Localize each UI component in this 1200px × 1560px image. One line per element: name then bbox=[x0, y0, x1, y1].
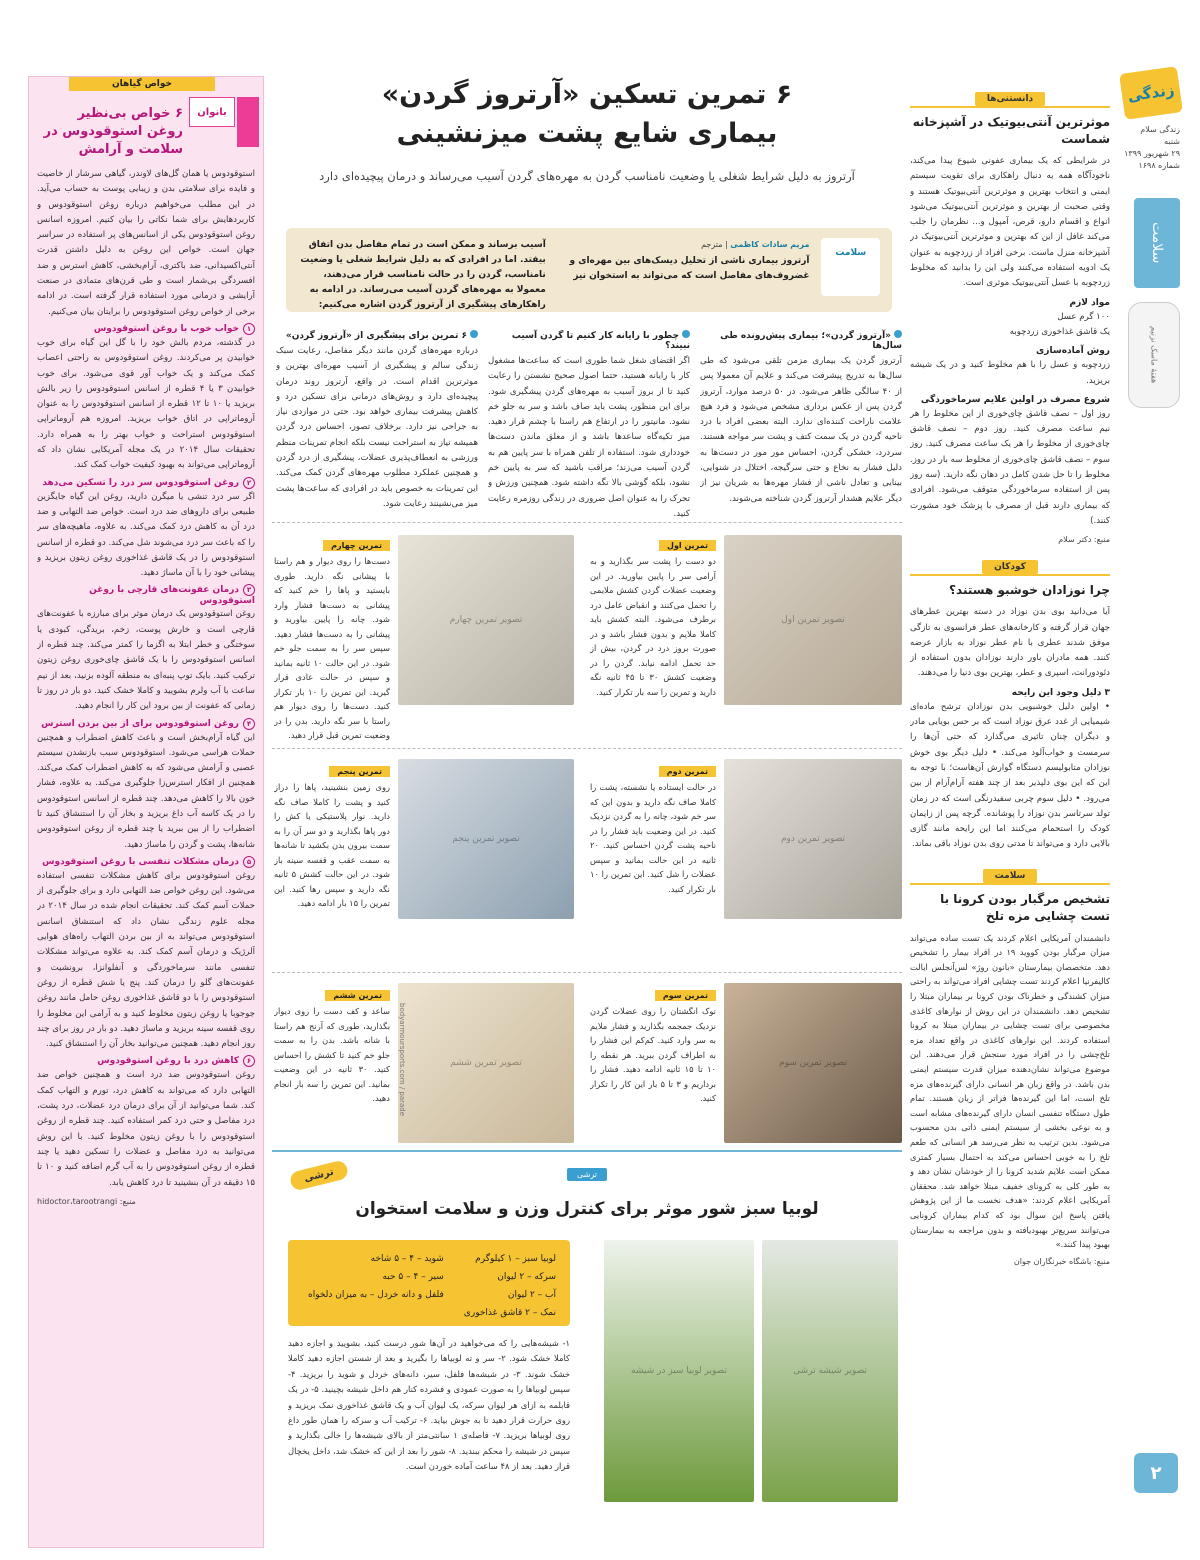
pickle-photo: تصویر شیشه ترشی bbox=[762, 1240, 898, 1502]
intro-text: آرتروز بیماری ناشی از تحلیل دیسک‌های بین مهره‌ای و غضروف‌های مفاصل است که می‌تواند به استخوان نیز bbox=[569, 256, 810, 281]
ingredient-item: سرکه – ۲ لیوان bbox=[497, 1272, 556, 1282]
ingredients-box bbox=[288, 1240, 570, 1326]
byline: مریم سادات کاظمی | مترجم bbox=[701, 240, 810, 249]
lead-paragraph: آرتروز به دلیل شرایط شغلی یا وضعیت نامناسب گردن به مهره‌های گردن آسیب می‌رساند و درمان پیچیده‌ای دارد bbox=[319, 169, 855, 183]
recipe-body: ۱- شیشه‌هایی را که می‌خواهید در آن‌ها شور درست کنید، بشویید و اجازه دهید کاملا خشک شود. ۲- سر و ته لوبیاها را بگیرید و بعد از شستن اجازه دهید کاملا خشک شوند. ۳- در شیشه‌ها فلفل، سیر، دانه‌های خردل و شوید را بریزید. ۴- سپس لوبیاها را به صورت عمودی و فشرده کنار هم داخل شیشه بچینید. ۵- در یک قابلمه به ازای هر لیوان سرکه، یک لیوان آب و یک قاشق غذاخوری نمک بریزید و روی حرارت قرار دهید تا به جوش بیاید. ۶- ترکیب آب و سرکه را همان طور داغ روی لوبیاها بریزید. ۷- فاصله‌ی ۱ سانتی‌متر از بالای شیشه‌ها را خالی بگذارید و سپس در شیشه را محکم ببندید. ۸- شور را بعد از این که خشک شد، داخل یخچال قرار دهید. بعد از ۴۸ ساعت آماده خوردن است. bbox=[288, 1338, 570, 1472]
section-header bbox=[910, 863, 1110, 885]
exercise-text bbox=[274, 533, 390, 746]
author-name: مریم سادات کاظمی bbox=[730, 240, 810, 249]
ingredient-item: ۱۰۰ گرم عسل bbox=[1057, 311, 1110, 322]
ingredients-list bbox=[464, 1250, 556, 1316]
column-body: درباره مهره‌های گردن مانند دیگر مفاصل، رعایت سبک زندگی سالم و پیشگیری از آسیب مهره‌ای بهترین و موثرترین اقدام است. در واقع، آرتروز روند درمان پیچیده‌ای دارد و روش‌های درمانی برای تسکین درد و کاهش پیشرفت بیماری خواهد بود. حتی در مواردی نیاز به جراحی نیز دارد. برخلاف تصور، احساس درد گردن همیشه نیاز به استراحت نیست بلکه انجام تمرینات منظم ورزشی به انعطاف‌پذیری عضلات، پیشگیری از درد گردن و همچنین عملکرد مطلوب مهره‌های گردن کمک می‌کند. این تمرینات به خصوص باید در افرادی که ساعت‌ها پشت میز می‌نشینند رعایت شود. bbox=[276, 346, 478, 509]
pickle-photo: تصویر لوبیا سبز در شیشه bbox=[604, 1240, 754, 1502]
subheading: ۵درمان مشکلات تنفسی با روغن استوقودوس bbox=[37, 856, 255, 868]
article-body: در گذشته، مردم بالش خود را با گل این گیاه برای خوب خوابیدن پر می‌کردند. روغن استوقودوس به راحتی اعصاب کمک می‌کند و یک خواب آور قوی می‌شود. برای خوب خوابیدن ۳ یا ۴ قطره از اسانس استوقودوس را زیر بالش بریزید یا ۱۰ تا ۱۲ قطره از اسانس استوقودوس را به عنوان آروماتراپی در اتاق خواب بریزید. امروزه هم آروماتراپی استوقودوس استراحت و خواب بهتر را به همراه دارد. تحقیقات سال ۲۰۱۴ در یک مجله آمریکایی نشان داد که آروماتراپی می‌تواند به بهبود کیفیت خواب کمک کند. bbox=[37, 337, 255, 471]
ingredient-item: لوبیا سبز – ۱ کیلوگرم bbox=[475, 1254, 556, 1264]
article-title: چرا نوزادان خوشبو هستند؟ bbox=[949, 583, 1110, 598]
subheading: ۱خواب خوب با روغن استوقودوس bbox=[37, 323, 255, 335]
subheading: شروع مصرف در اولین علایم سرماخوردگی bbox=[920, 394, 1110, 405]
intro-box bbox=[286, 228, 892, 312]
woman-icon bbox=[237, 97, 259, 147]
section-name: زندگی سلام bbox=[1140, 125, 1180, 134]
author-role: مترجم bbox=[701, 240, 723, 249]
article-body: روغن استوقودوس برای کاهش مشکلات تنفسی استفاده می‌شود. این روغن خواص ضد التهابی دارد و برای جلوگیری از حملات آسم کمک کند. تحقیقات انجام شده در سال ۲۰۱۴ در مجله علوم زندگی نشان داد که استنشاق اسانس استوقودوس می‌تواند به از بین بردن التهاب راه‌های هوایی آلرژیک و درمان آسم کمک کند. به علاوه می‌تواند مشکلات تنفسی مانند سرماخوردگی و آنفلوانزا، برونشیت و عفونت‌های گلو را درمان کند. پنج یا شش قطره از روغن استوقودوس را با دو قاشق غذاخوری روغن حامل مانند روغن جوجوبا یا روغن زیتون مخلوط کنید و به آرامی این مخلوط را روی قفسه سینه بریزید و ماساژ دهید. دو بار در روز برای چند روز انجام دهید. همچنین می‌توانید بخار آن را استنشاق کنید. bbox=[37, 870, 255, 1050]
exercise-label: تمرین اول bbox=[659, 540, 716, 551]
issue-number: شماره ۱۶۹۸ bbox=[1138, 161, 1180, 170]
ingredient-item: شوید – ۴ – ۵ شاخه bbox=[370, 1254, 444, 1264]
article-title: تشخیص مرگبار بودن کرونا با تست چشایی مزه تلخ bbox=[940, 891, 1110, 923]
column-body: اگر اقتضای شغل شما طوری است که ساعت‌ها مشغول کار با رایانه هستید، حتما اصول صحیح نشستن را رعایت کنید تا از بروز آسیب به مهره‌های گردن پیشگیری شود. برای این منظور، پشت باید صاف باشد و سر به جلو خم نشود. مانیتور را در ارتفاع هم راستا با چشم قرار دهید. میز تکیه‌گاه ساعدها باشد و از معلق ماندن دست‌ها خودداری شود. استفاده از تلفن همراه با سر پایین هم به گردن آسیب می‌زند؛ مراقب باشید که سر به پایین خم نشود، بلکه گوشی بالا نگه داشته شود. همچنین ورزش و تحرک را به عنوان اصل ضروری در زندگی روزمره رعایت کنید. bbox=[488, 356, 690, 519]
section-tab-health[interactable]: سلامت bbox=[1134, 198, 1180, 288]
left-column bbox=[28, 76, 264, 1548]
women-badge bbox=[189, 97, 259, 147]
pickle-article bbox=[272, 1150, 902, 1546]
issue-date: ۲۹ شهریور ۱۳۹۹ bbox=[1124, 149, 1180, 158]
exercise-photo: تصویر تمرین پنجم bbox=[398, 759, 574, 919]
subheading: ۶کاهش درد با روغن استوقودوس bbox=[37, 1055, 255, 1067]
bullet-icon bbox=[682, 330, 690, 338]
pickle-tag: ترشی bbox=[567, 1168, 607, 1181]
ingredient-item: آب – ۲ لیوان bbox=[507, 1290, 556, 1300]
exercise-text bbox=[590, 533, 716, 746]
source-note: منبع: باشگاه خبرنگاران جوان bbox=[1013, 1256, 1110, 1266]
ingredients-list bbox=[308, 1250, 444, 1316]
headline: ۶ تمرین تسکین «آرتروز گردن» bbox=[381, 79, 793, 110]
exercise-label: تمرین چهارم bbox=[323, 540, 390, 551]
newspaper-logo[interactable]: زندگی bbox=[1119, 66, 1183, 120]
article-body: استوقودوس یا همان گل‌های لاوندر، گیاهی سرشار از خاصیت و فایده برای سلامتی بدن و زیبایی پوست به حساب می‌آید. در این مطلب می‌خواهیم درباره روغن استوقودوس و کاربردهایش برای شما نکاتی را بیان کنیم. امروزه اسانس روغن استوقودوس یکی از اسانس‌های پر استفاده در سراسر جهان است. خواص این روغن به دلیل داشتن قدرت آنتی‌اکسیدانی، ضد باکتری، آرام‌بخشی، کاهش استرس و ضد افسردگی بی‌شمار است و طی قرن‌های متمادی در صنعت آرایشی و درمانی مورد استفاده قرار گرفته است. در ادامه برخی از خواص روغن استوقودوس را برایتان بیان می‌کنیم. bbox=[37, 169, 255, 317]
exercise-body: نوک انگشتان را روی عضلات گردن نزدیک جمجمه بگذارید و فشار ملایم به سر وارد کنید. کم‌کم این فشار را به اطراف گردن ببرید. هر نقطه را ۱۰ تا ۱۵ ثانیه ادامه دهید. فشار را برداریم و ۳ تا ۵ بار این کار را تکرار کنید. bbox=[590, 1006, 716, 1103]
section-header bbox=[910, 554, 1110, 576]
masthead-strip bbox=[1118, 70, 1180, 1490]
bullet-icon bbox=[894, 330, 902, 338]
headline-line2: بیماری شایع پشت میزنشینی bbox=[396, 118, 778, 149]
subheading: ۳درمان عفونت‌های قارچی با روغن استوقودوس bbox=[89, 585, 255, 607]
exercise-row-1 bbox=[272, 522, 902, 748]
article-body: روغن استوقودوس ضد درد است و همچنین خواص ضد التهابی دارد که می‌تواند به کاهش درد، تورم و التهاب کمک کند. شما می‌توانید از آن برای درمان درد عضلات، درد پشت، درد مفاصل و حتی درد کمر استفاده کنید. چند قطره از روغن استوقودوس را با روغن زیتون مخلوط کنید. با این روش می‌توانید به درد مفاصل و عضلات را تسکین دهید یا چند قطره از روغن استوقودوس را به آب گرم اضافه کنید و ۱۰ تا ۱۵ دقیقه در آن بنشینید تا درد کاهش یابد. bbox=[37, 1070, 255, 1188]
exercise-body: دست‌ها را روی دیوار و هم راستا با پیشانی نگه دارید. طوری بایستید و پاها را خم کنید که پیشانی به دست‌ها فشار وارد شود. چانه را پایین بیاورید و پیشانی را به دست‌ها فشار دهید. سپس سر را به سمت جلو خم شود. در این حالت ۱۰ ثانیه بمانید و سپس در حالت عادی قرار گیرید. این تمرین را ۱۰ بار تکرار کنید. دست‌ها را روی دیوار هم راستا با سر نگه دارید. بدن را در وضعیت تمرین قبل قرار دهید. bbox=[274, 556, 390, 740]
exercise-text bbox=[590, 759, 716, 972]
ingredient-item: یک قاشق غذاخوری زردچوبه bbox=[1009, 326, 1110, 337]
text-column-3 bbox=[276, 330, 478, 512]
text-column-2 bbox=[488, 330, 690, 522]
subheading: روش آماده‌سازی bbox=[1036, 346, 1110, 357]
exercise-photo: تصویر تمرین چهارم bbox=[398, 535, 574, 705]
page-number: ۲ bbox=[1134, 1453, 1178, 1493]
column-heading: ۶ تمرین برای پیشگیری از «آرتروز گردن» bbox=[276, 330, 478, 341]
exercise-photo: تصویر تمرین ششم bbox=[398, 983, 574, 1143]
article-body: آیا می‌دانید بوی بدن نوزاد در دسته بهترین عطرهای جهان قرار گرفته و کارخانه‌های عطر فرانسوی به تازگی موفق شدند عطری با نام عطر نوزاد به بازار عرضه کنند. همه مادران باور دارند نوزادان بدون استفاده از دئودورانت، اسپری و عطر، بهترین بوی دنیا را می‌دهند. bbox=[910, 607, 1110, 679]
article-body: اگر سر درد تنشی یا میگرن دارید، روغن این گیاه جایگزین طبیعی برای داروهای ضد درد است. خواص ضد التهابی و ضد درد آن به کاهش درد کمک می‌کند. به علاوه، ماهیچه‌های سر را که باعث سر درد می‌شوند شل می‌کند. دو قطره از اسانس استوقودوس را در یک قاشق غذاخوری روغن زیتون بریزید و پیشانی خود را با آن ماساژ دهید. bbox=[37, 491, 255, 579]
column-heading: چطور با رایانه کار کنیم تا گردن آسیب نبیند؟ bbox=[511, 331, 690, 351]
article-title: موثرترین آنتی‌بیوتیک در آشپزخانه شماست bbox=[912, 115, 1110, 146]
exercise-photo: تصویر تمرین اول bbox=[724, 535, 902, 705]
pickle-title: لوبیا سبز شور موثر برای کنترل وزن و سلامت استخوان bbox=[355, 1199, 819, 1219]
exercise-label: تمرین پنجم bbox=[329, 766, 390, 777]
main-article bbox=[272, 76, 902, 1546]
section-label: دانستنی‌ها bbox=[975, 92, 1045, 106]
exercise-text bbox=[274, 759, 390, 972]
article-body: این گیاه آرام‌بخش است و باعث کاهش اضطراب و همچنین حملات هراسی می‌شود. استوقودوس سبب بازنشدن سیستم عصبی و آرامش می‌شود که به کاهش اضطراب کمک می‌کند. همچنین از افکار استرس‌زا جلوگیری می‌کند. به علاوه، فشار خون بالا را کاهش می‌دهد. چند قطره از اسانس استوقودوس را در یک کاسه آب داغ بریزید و بخار آن را استنشاق کنید تا اضطراب را از بین ببرید یا چند قطره از روغن استوقودوس شانه‌ها، پشت و گردن را ماساژ دهید. bbox=[37, 732, 255, 850]
section-label: سلامت bbox=[983, 869, 1038, 883]
section-header: خواص گیاهان bbox=[69, 77, 215, 91]
article-body: زردچوبه و عسل را با هم مخلوط کنید و در یک شیشه بریزید. bbox=[910, 360, 1110, 386]
intro-text: آسیب برساند و ممکن است در تمام مفاصل بدن اتفاق بیفتد. اما در افرادی که به دلیل شرایط شغلی یا وضعیت نامناسب، گردن را در حالت نامناسب قرار می‌دهند، معمولا به مهره‌های گردن آسیب می‌رساند. در ادامه به راهکارهای پیشگیری از آرتروز گردن اشاره می‌کنیم: bbox=[300, 240, 546, 310]
issue-day: شنبه bbox=[1164, 137, 1180, 146]
mask-image: هفتهٔ ماسک نزنیم bbox=[1128, 302, 1180, 408]
exercise-text bbox=[590, 983, 716, 1154]
exercise-body: روی زمین بنشینید، پاها را دراز کنید و پشت را کاملا صاف نگه دارید. نوار پلاستیکی یا کش را دور پاها بگذارید و دو سر آن را به سمت بیرون بدن بکشید تا شانه‌ها به سمت عقب و قفسه سینه باز شود. در این حالت کشش ۵ ثانیه نگه دارید و سپس رها کنید. این تمرین را ۱۵ بار ادامه دهید. bbox=[274, 782, 390, 908]
exercise-label: تمرین دوم bbox=[659, 766, 716, 777]
issue-info bbox=[1118, 124, 1180, 172]
exercise-row-3 bbox=[272, 972, 902, 1152]
exercise-text bbox=[274, 983, 390, 1154]
bullet-icon bbox=[470, 330, 478, 338]
exercise-body: دو دست را پشت سر بگذارید و به آرامی سر را پایین بیاورید. در این وضعیت عضلات گردن کشش ملایمی را تحمل می‌کنند و انقباض عامل درد برطرف می‌شود. البته کشش باید کاملا ملایم و بدون فشار باشد و در صورت بروز درد در گردن، بیش از حد تحمل ادامه نیابد. گردن را در وضعیت کشش ۳۰ تا ۴۵ ثانیه نگه دارید و تمرین را سه بار تکرار کنید. bbox=[590, 556, 716, 697]
exercise-photo: تصویر تمرین سوم bbox=[724, 983, 902, 1143]
exercise-label: تمرین ششم bbox=[325, 990, 390, 1001]
article-title: ۶ خواص بی‌نظیر روغن استوقودوس در سلامت و آرامش bbox=[43, 106, 183, 157]
intro-box-right bbox=[558, 238, 810, 284]
women-label: بانوان bbox=[189, 97, 235, 127]
right-column bbox=[910, 86, 1110, 1496]
subheading: مواد لازم bbox=[1069, 297, 1110, 308]
exercise-photo: تصویر تمرین دوم bbox=[724, 759, 902, 919]
pickle-tag-wrap bbox=[272, 1162, 902, 1181]
section-label: کودکان bbox=[982, 560, 1038, 574]
exercise-body: در حالت ایستاده یا نشسته، پشت را کاملا صاف نگه دارید و بدون این که سر خم شود، چانه را به گردن نزدیک کنید. در این وضعیت باید فشار را در ناحیه پشت گردن احساس کنید. ۲۰ ثانیه در این حالت بمانید و سپس عضلات را شل کنید. این تمرین را ۱۰ بار تکرار کنید. bbox=[590, 782, 716, 894]
subheading: ۲روغن استوقودوس سر درد را تسکین می‌دهد bbox=[37, 477, 255, 489]
torshi-badge: ترشی bbox=[289, 1159, 350, 1191]
article-body: • اولین دلیل خوشبویی بدن نوزادان ترشح ماده‌ای شیمیایی از غدد عرق نوزاد است که بر حس بویایی مادر و دیگران چنان تاثیری می‌گذارد که حتی آن‌ها را سرمست و خواب‌آلود می‌کند. • دلیل دیگر بوی خوش نوزادان متابولیسم دستگاه گوارش آن‌هاست؛ با توجه به این که این بوی دلپذیر بعد از چند هفته آرام‌آرام از بین می‌رود. • دلیل سوم چربی سفیدرنگی است که در زمان تولد سرتاسر بدن نوزاد را پوشانده. گرچه پس از زایمان کودک را استحمام می‌کنند اما این رایحه مانند گازی بالایی دارد و می‌تواند تا مدتی روی بدن نوزاد باقی بماند. bbox=[910, 701, 1110, 850]
column-body: آرتروز گردن یک بیماری مزمن تلقی می‌شود که طی سال‌ها به تدریج پیشرفت می‌کند و علایم آن معمولا پس از ۴۰ سالگی ظاهر می‌شود. در ۵۰ درصد موارد، آرتروز گردن پس از عکس برداری مشخص می‌شود و فرد هیچ علامت ناراحت کننده‌ای ندارد. البته بعضی افراد با درد ناحیه گردن در یک سمت کتف و پشت سر مواجه هستند. سردرد، خشکی گردن، احساس مور مور در دست‌ها به دلیل فشار به نخاع و حتی سرگیجه، اختلال در شنوایی، بینایی و تعادل ناشی از فشار مهره‌ها به شریان نیز از دیگر علایم هشدار آرتروز گردن شناخته می‌شوند. bbox=[700, 356, 902, 504]
source-note: منبع: دکتر سلام bbox=[1058, 535, 1110, 545]
photo-credit: bodyarmoursports.com / parade bbox=[398, 1003, 406, 1117]
ingredient-item: نمک – ۲ قاشق غذاخوری bbox=[463, 1308, 556, 1318]
exercise-label: تمرین سوم bbox=[655, 990, 716, 1001]
subheading: ۴روغن استوقودوس برای از بین بردن استرس bbox=[37, 718, 255, 730]
ingredient-item: فلفل و دانه خردل – به میزان دلخواه bbox=[307, 1290, 444, 1300]
column-heading: «آرتروز گردن»؛ بیماری پیش‌رونده طی سال‌ها bbox=[720, 331, 902, 351]
text-column-1 bbox=[700, 330, 902, 507]
exercise-body: ساعد و کف دست را روی دیوار بگذارید، طوری که آرنج هم راستا با شانه باشد. بدن را به سمت جلو خم کنید تا کشش را احساس کنید. ۳۰ ثانیه در این وضعیت بمانید. این تمرین را سه بار انجام دهید. bbox=[274, 1006, 390, 1103]
article-body: روز اول – نصف قاشق چای‌خوری از این مخلوط را هر نیم ساعت مصرف کنید. روز دوم – نصف قاشق چای‌خوری از مخلوط را هر یک ساعت مصرف کنید. روز سوم – نصف قاشق چای‌خوری از مخلوط سه بار در روز. مخلوط را تا حل شدن کامل در دهان نگه دارید. (سه روز پس از استفاده سرماخوردگی متوقف می‌شود. افرادی که بیماری دارند قبل از مصرف با پزشک خود مشورت کنند.) bbox=[910, 408, 1110, 526]
exercise-row-2 bbox=[272, 748, 902, 972]
source-note: منبع: hidoctor،tarootrangi bbox=[37, 1196, 136, 1206]
section-logo: سلامت bbox=[821, 238, 880, 296]
section-header bbox=[910, 86, 1110, 108]
article-body: دانشمندان آمریکایی اعلام کردند یک تست ساده می‌تواند میزان مرگبار بودن کووید ۱۹ در افراد بیمار را تشخیص دهد. متخصصان بیمارستان «بانون روژ» لس‌آنجلس ایالت کالیفرنیا اعلام کردند تست چشایی افراد می‌تواند به راحتی میزان کشندگی و خطرناک بودن کرونا بر بیماران مبتلا را تشخیص دهد. دانشمندان در این روش از نوارهای کاغذی مخصوصی برای تست چشایی در بیماران مبتلا به کرونا استفاده کردند. این نوارهای کاغذی در واقع تعداد مزه تلخ‌چشی را در افراد مورد سنجش قرار می‌دهند. این موضوع می‌تواند نشان‌دهنده میزان قدرت سیستم ایمنی بدن باشد. در واقع زبان هر انسانی دارای گیرنده‌های مزه تلخ است، اما این گیرنده‌ها فراتر از زبان هستند. تمام طول دستگاه تنفسی انسان دارای گیرنده‌های مشابه است و به نوعی بخشی از سیستم ایمنی ذاتی بدن محسوب می‌شود. بدین ترتیب به نظر می‌رسد هر انسانی که طعم تلخ را به خوبی احساس می‌کند به احتمال بسیار کمتری ممکن است علایم شدید کرونا را از خودشان نشان دهد و به طور کلی به کرونای خفیف مبتلا خواهد شد. محققان آمریکایی اعلام کردند: «هدف نخست ما از این پژوهش یافتن پاسخ این سوال بود که کدام بیماران کرونایی می‌توانند سریع‌تر بهبودیافته و بدون مراجعه به بیمارستان بهبود پیدا کنند.» bbox=[910, 932, 1110, 1250]
ingredient-item: سیر – ۴ – ۵ حبه bbox=[382, 1272, 444, 1282]
left-article bbox=[29, 167, 263, 1208]
article-body: روغن استوقودوس یک درمان موثر برای مبارزه با عفونت‌های قارچی است و خارش پوست، زخم، بریدگی، کبودی یا سوختگی و خطر ابتلا به اگزما را کمتر می‌کند. چند قطره از اسانس استوقودوس را با یک قاشق چای‌خوری روغن زیتون ترکیب کنید. بایک توپ پنبه‌ای به منطقه آلوده بزنید، بعد از نیم ساعت با آب ولرم بشویید و کاملا خشک کنید. دو بار در روز تا زمانی که عفونت از بین برود این کار را انجام دهید. bbox=[37, 609, 255, 712]
article-body: در شرایطی که یک بیماری عفونی شیوع پیدا می‌کند، ناخودآگاه همه به دنبال راهکاری برای تقویت سیستم ایمنی و انتخاب بهترین و موثرترین آنتی‌بیوتیک هستند و وقتی صحبت از بهترین و موثرترین آنتی‌بیوتیک می‌شود انواع و اقسام دارو، قرص، آمپول و... نظرمان را جلب می‌کند غافل از این که بهترین و موثرترین آنتی‌بیوتیک در آشپزخانه منزل ماست. برخی افراد از زردچوبه به عنوان یک ادویه استفاده می‌کنند ولی این را بدانید که مخلوط زردچوبه با عسل آنتی‌بیوتیک موثری است. bbox=[910, 156, 1110, 289]
subheading: ۳ دلیل وجود این رایحه bbox=[1011, 687, 1110, 698]
